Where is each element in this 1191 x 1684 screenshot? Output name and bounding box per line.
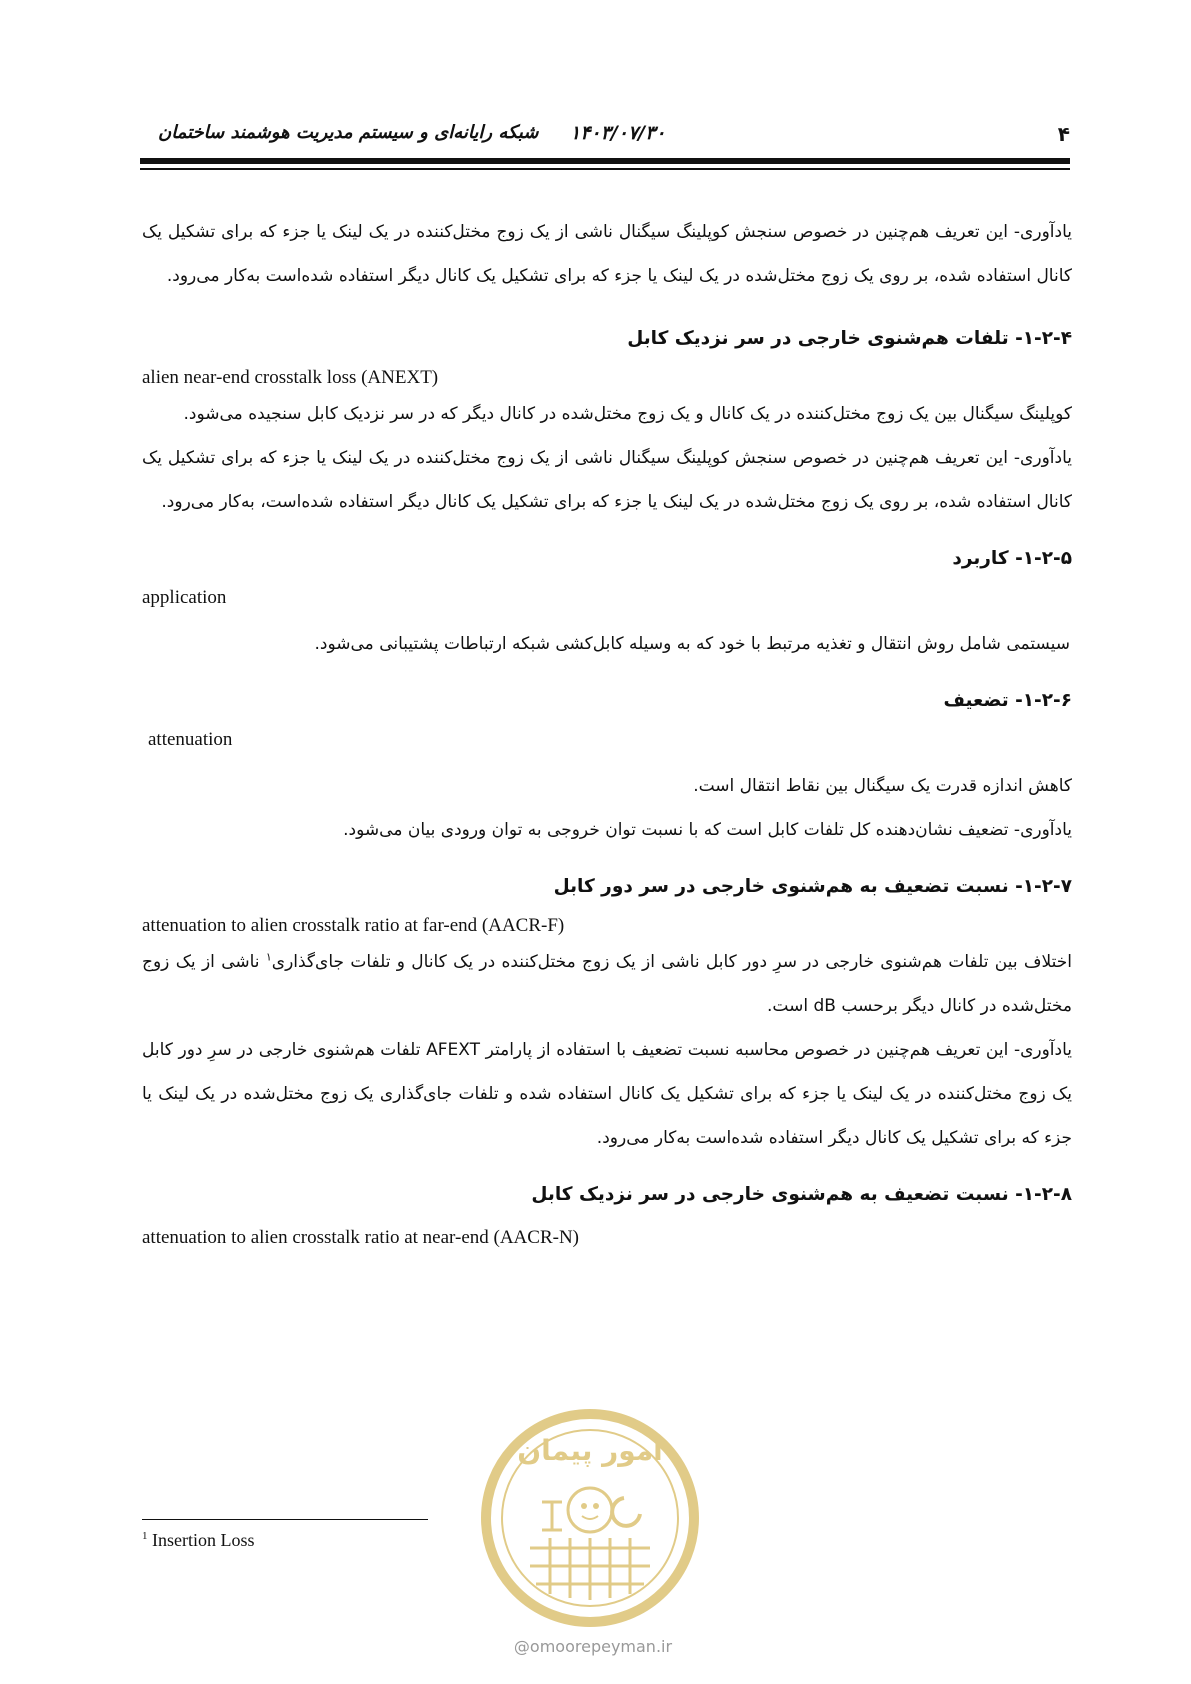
english-term-attenuation: attenuation [148,729,233,750]
english-term-aacr-f: attenuation to alien crosstalk ratio at far-end (AACR-F) [142,915,565,936]
page-number: ۴ [1057,122,1070,146]
header-rule-thick [140,158,1070,164]
note-paragraph: یادآوری- این تعریف هم‌چنین در خصوص سنجش کوپلینگ سیگنال ناشی از یک زوج مختل‌کننده در یک لینک یا جزء که برای تشکیل یک کانال استفاده شده، بر روی یک زوج مختل‌شده در یک لینک یا جزء که برای تشکیل یک کانال دیگر استفاده شده‌است، به‌کار می‌رود. [142,448,1072,512]
footnote-reference[interactable]: ۱ [265,950,272,964]
note-paragraph: یادآوری- این تعریف هم‌چنین در خصوص سنجش کوپلینگ سیگنال ناشی از یک زوج مختل‌کننده در یک لینک یا جزء که برای تشکیل یک کانال استفاده شده، بر روی یک زوج مختل‌شده در یک لینک یا جزء که برای تشکیل یک کانال دیگر استفاده شده‌است به‌کار می‌رود. [142,222,1072,286]
page-header [140,118,1070,154]
header-title: شبکه رایانه‌ای و سیستم مدیریت هوشمند ساختمان [158,122,539,143]
section-heading-1-2-4: ۱-۲-۴- تلفات هم‌شنوی خارجی در سر نزدیک کابل [627,328,1072,349]
definition-paragraph: کوپلینگ سیگنال بین یک زوج مختل‌کننده در یک کانال و یک زوج مختل‌شده در کانال دیگر که در سر نزدیک کابل سنجیده می‌شود. [183,404,1072,424]
definition-continuation: ناشی از یک زوج مختل‌شده در کانال دیگر برحسب dB است. [142,952,1072,1016]
definition-paragraph: کاهش اندازه قدرت یک سیگنال بین نقاط انتقال است. [693,776,1072,796]
svg-text:امور پیمان: امور پیمان [517,1434,663,1467]
section-heading-1-2-7: ۱-۲-۷- نسبت تضعیف به هم‌شنوی خارجی در سر دور کابل [553,876,1072,897]
footnote [142,1530,255,1551]
footnote-text: Insertion Loss [152,1530,255,1550]
note-paragraph: یادآوری- تضعیف نشان‌دهنده کل تلفات کابل است که با نسبت توان خروجی به توان ورودی بیان می‌شود. [343,820,1072,840]
watermark-seal-icon [470,1398,710,1648]
footnote-number: 1 [142,1530,148,1542]
note-paragraph: یادآوری- این تعریف هم‌چنین در خصوص محاسبه نسبت تضعیف با استفاده از پارامتر AFEXT تلفات هم‌شنوی خارجی در سرِ دور کابل یک زوج مختل‌کننده در یک لینک یا جزء که برای تشکیل یک کانال استفاده شده و تلفات جای‌گذاری یک زوج مختل‌شده در یک لینک یا جزء که برای تشکیل یک کانال دیگر استفاده شده‌است به‌کار می‌رود. [142,1040,1073,1148]
header-date: ۱۴۰۳/۰۷/۳۰ [570,122,666,144]
header-rule-thin [140,168,1070,170]
section-heading-1-2-6: ۱-۲-۶- تضعیف [943,690,1072,711]
english-term-anext: alien near-end crosstalk loss (ANEXT) [142,367,439,388]
section-heading-1-2-5: ۱-۲-۵- کاربرد [952,548,1072,569]
document-body [142,210,1072,1252]
definition-text: اختلاف بین تلفات هم‌شنوی خارجی در سرِ دور کابل ناشی از یک زوج مختل‌کننده در یک کانال و تلفات جای‌گذاری [271,952,1073,972]
definition-paragraph: سیستمی شامل روش انتقال و تغذیه مرتبط با خود که به وسیله کابل‌کشی شبکه ارتباطات پشتیبانی می‌شود. [314,634,1070,654]
watermark-site: @omoorepeyman.ir [513,1637,673,1656]
definition-paragraph [142,940,1072,1028]
english-term-application: application [142,587,227,608]
section-heading-1-2-8: ۱-۲-۸- نسبت تضعیف به هم‌شنوی خارجی در سر نزدیک کابل [531,1184,1072,1205]
footnote-separator [142,1519,428,1520]
english-term-aacr-n: attenuation to alien crosstalk ratio at near-end (AACR-N) [142,1227,579,1248]
